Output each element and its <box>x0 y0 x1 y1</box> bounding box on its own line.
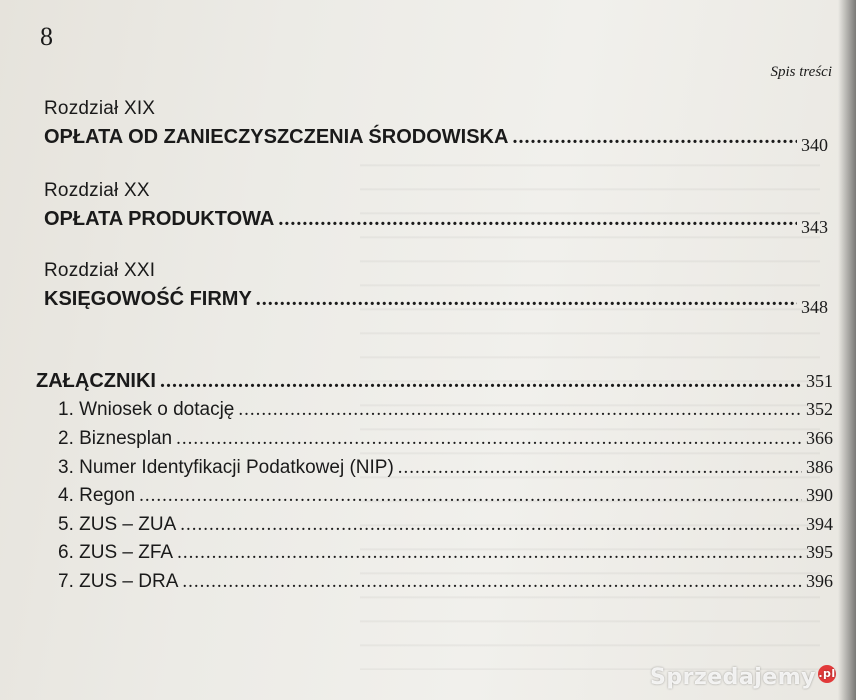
appendix-item-title: 2. Biznesplan <box>58 428 173 449</box>
appendix-item-page: 386 <box>806 457 833 477</box>
dot-leader <box>278 208 797 231</box>
dot-leader <box>180 514 802 536</box>
dot-leader <box>177 542 802 564</box>
watermark-logo <box>650 665 836 690</box>
toc-entry <box>44 288 828 317</box>
appendix-item-page: 366 <box>806 428 833 448</box>
appendix-item-page: 395 <box>806 542 833 562</box>
chapter-label: Rozdział XXI <box>44 260 156 281</box>
appendix-item-page: 352 <box>806 399 833 419</box>
appendix-item-title: 5. ZUS – ZUA <box>58 514 177 535</box>
dot-leader <box>238 399 802 421</box>
appendix-item-title: 6. ZUS – ZFA <box>58 542 174 563</box>
dot-leader <box>512 126 797 149</box>
dot-leader <box>160 370 802 393</box>
chapter-label: Rozdział XIX <box>44 98 156 119</box>
appendix-item <box>58 457 833 479</box>
dot-leader <box>182 571 802 593</box>
toc-entry-page: 343 <box>801 217 828 237</box>
appendix-item <box>58 571 833 593</box>
appendix-item-page: 394 <box>806 514 833 534</box>
appendix-item-page: 396 <box>806 571 833 591</box>
dot-leader <box>176 428 802 450</box>
appendix-item-title: 7. ZUS – DRA <box>58 571 179 592</box>
watermark-text: Sprzedajemy <box>650 665 816 690</box>
appendix-item <box>58 542 833 564</box>
appendix-item <box>58 428 833 450</box>
appendix-item-title: 1. Wniosek o dotację <box>58 399 235 420</box>
chapter-label: Rozdział XX <box>44 180 150 201</box>
dot-leader <box>398 457 802 479</box>
toc-entry-page: 351 <box>806 371 833 391</box>
appendix-item-title: 3. Numer Identyfikacji Podatkowej (NIP) <box>58 457 394 478</box>
toc-entry <box>44 126 828 155</box>
toc-entry-appendix <box>36 370 833 393</box>
page-edge-shadow <box>838 0 856 700</box>
appendix-item <box>58 514 833 536</box>
toc-entry-title: OPŁATA OD ZANIECZYSZCZENIA ŚRODOWISKA <box>44 126 509 148</box>
appendix-item-title: 4. Regon <box>58 485 136 506</box>
toc-entry-title: ZAŁĄCZNIKI <box>36 370 156 392</box>
watermark-badge: .pl <box>818 665 836 683</box>
toc-entry-page: 340 <box>801 135 828 155</box>
appendix-item <box>58 399 833 421</box>
toc-entry-page: 348 <box>801 297 828 317</box>
toc-entry <box>44 208 828 237</box>
appendix-item <box>58 485 833 507</box>
page-number: 8 <box>40 22 53 51</box>
dot-leader <box>139 485 802 507</box>
toc-entry-title: KSIĘGOWOŚĆ FIRMY <box>44 288 252 310</box>
running-head: Spis treści <box>770 64 832 80</box>
toc-entry-title: OPŁATA PRODUKTOWA <box>44 208 275 230</box>
dot-leader <box>256 288 797 311</box>
appendix-item-page: 390 <box>806 485 833 505</box>
